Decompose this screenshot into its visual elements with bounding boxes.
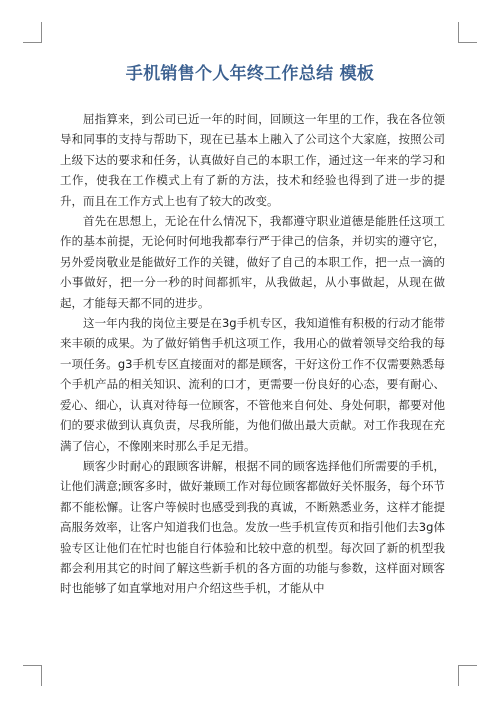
crop-mark-top-right	[458, 22, 477, 43]
paragraph: 顾客少时耐心的跟顾客讲解，根据不同的顾客选择他们所需要的手机，让他们满意;顾客多时，做好兼顾工作对每位顾客都做好关怀服务，每个环节都不能松懈。让客户等候时也感受到我的真诚，不断熟悉业务，这样才能提高服务效率，让客户知道我们也急。发放一些手机宣传页和指引他们去3g体验专区让他们在忙时也能自行体验和比较中意的机型。每次回了新的机型我都会利用其它的时间了解这些新手机的各方面的功能与参数，这样面对顾客时也能够了如直掌地对用户介绍这些手机，才能从中	[60, 458, 445, 596]
paragraph: 首先在思想上，无论在什么情况下，我都遵守职业道德是能胜任这项工作的基本前提，无论何时何地我都奉行严于律己的信条，并切实的遵守它，另外爱岗敬业是能做好工作的关键，做好了自己的本职工作，把一点一滴的小事做好，把一分一秒的时间都抓牢，从我做起，从小事做起，从现在做起，才能每天都不同的进步。	[60, 214, 445, 310]
crop-mark-bottom-left	[23, 665, 42, 686]
crop-mark-bottom-right	[458, 665, 477, 686]
crop-mark-top-left	[23, 22, 42, 43]
paragraph: 屈指算来，到公司已近一年的时间，回顾这一年里的工作，我在各位领导和同事的支持与帮助下，现在已基本上融入了公司这个大家庭，按照公司上级下达的要求和任务，认真做好自己的本职工作，通过这一年来的学习和工作，使我在工作模式上有了新的方法，技术和经验也得到了进一步的提升，而且在工作方式上也有了较大的改变。	[60, 112, 445, 208]
document-body	[60, 109, 445, 599]
document-title: 手机销售个人年终工作总结 模板	[125, 64, 375, 84]
paragraph: 这一年内我的岗位主要是在3g手机专区，我知道惟有积极的行动才能带来丰硕的成果。为了做好销售手机这项工作，我用心的做着领导交给我的每一项任务。g3手机专区直接面对的都是顾客，干好这份工作不仅需要熟悉每个手机产品的相关知识、流利的口才，更需要一份良好的心态，要有耐心、爱心、细心，认真对待每一位顾客，不管他来自何处、身处何职，都要对他们的要求做到认真负责，尽我所能，为他们做出最大贡献。对工作我现在充满了信心，不像刚来时那么手足无措。	[60, 316, 445, 453]
